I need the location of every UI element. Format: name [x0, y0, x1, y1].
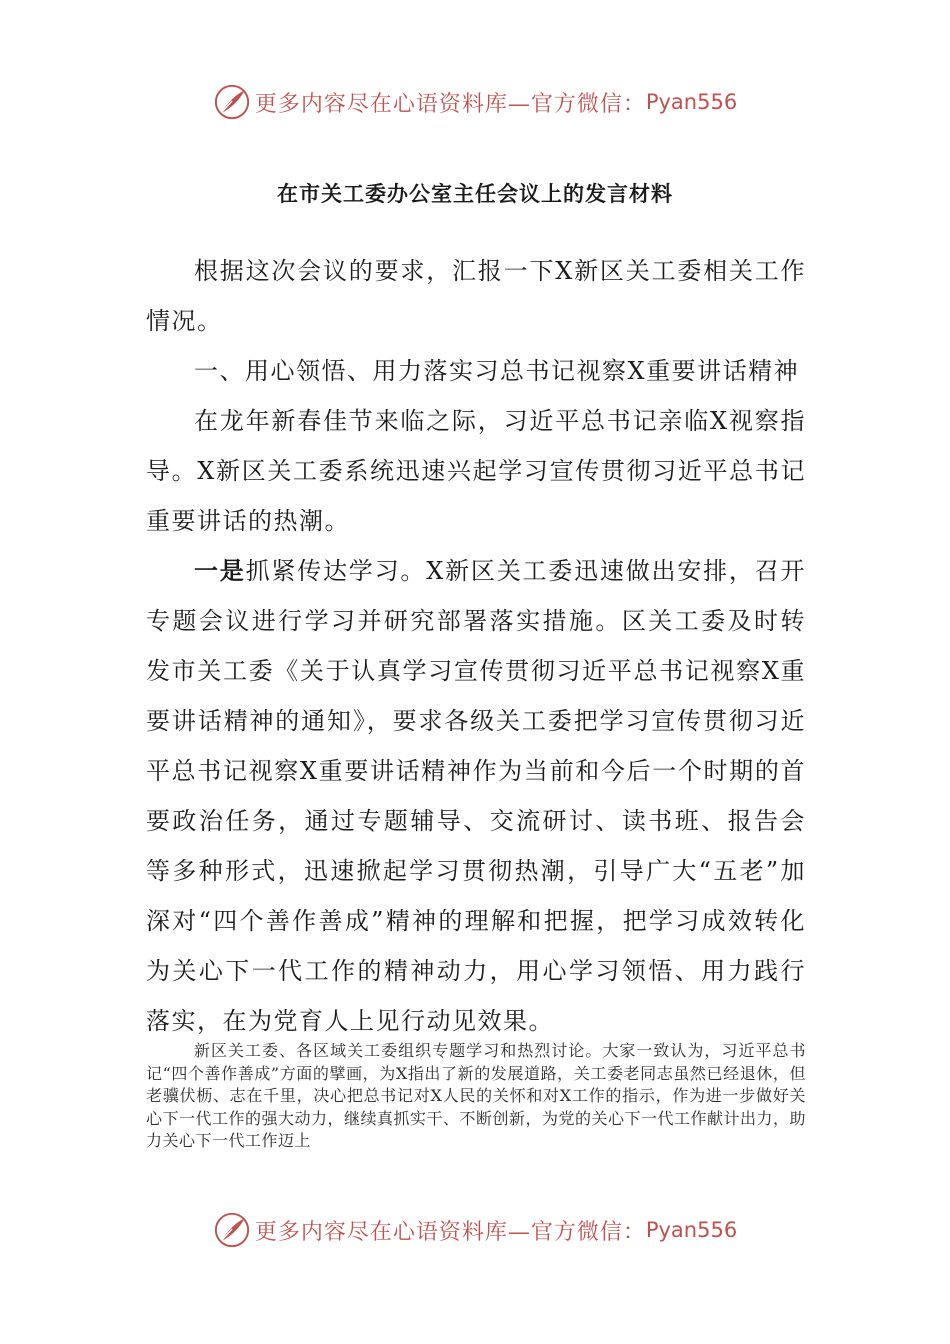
banner-wechat-id: Pyan556 — [645, 90, 738, 114]
feather-pen-logo-icon — [213, 83, 251, 121]
document-title: 在市关工委办公室主任会议上的发言材料 — [277, 182, 673, 206]
banner-text: 更多内容尽在心语资料库—官方微信： — [254, 91, 646, 117]
point-text: 抓紧传达学习。X新区关工委迅速做出安排，召开专题会议进行学习并研究部署落实措施。区关工委及时转发市关工委《关于认真学习宣传贯彻习近平总书记视察X重要讲话精神的通知》，要求各级关工委把学习宣传贯彻习近平总书记视察X重要讲话精神作为当前和今后一个时期的首要政治任务，通过专题辅导、交流研讨、读书班、报告会等多种形式，迅速掀起学习贯彻热潮，引导广大“五老”加深对“四个善作善成”精神的理解和把握，把学习成效转化为关心下一代工作的精神动力，用心学习领悟、用力践行落实，在为党育人上见行动见效果。 — [146, 557, 806, 1035]
paragraph-context: 在龙年新春佳节来临之际，习近平总书记亲临X视察指导。X新区关工委系统迅速兴起学习宣传贯彻习近平总书记重要讲话的热潮。 — [146, 407, 806, 535]
header-banner — [0, 80, 950, 124]
paragraph-point-one — [146, 546, 806, 1046]
paragraph-intro: 根据这次会议的要求，汇报一下X新区关工委相关工作情况。 — [146, 257, 806, 335]
document-body — [146, 246, 806, 1046]
section-heading: 一、用心领悟、用力落实习总书记视察X重要讲话精神 — [194, 357, 800, 385]
footer-banner — [0, 1208, 950, 1252]
continuation-text — [146, 1040, 806, 1153]
feather-pen-logo-icon — [213, 1211, 251, 1249]
point-lead: 一是 — [194, 557, 246, 585]
banner-text: 更多内容尽在心语资料库—官方微信： — [254, 1219, 646, 1245]
banner-wechat-id: Pyan556 — [645, 1218, 738, 1242]
paragraph-small: 新区关工委、各区域关工委组织专题学习和热烈讨论。大家一致认为，习近平总书记“四个善作善成”方面的擘画，为X指出了新的发展道路，关工委老同志虽然已经退休，但老骥伏枥、志在千里，决心把总书记对X人民的关怀和对X工作的指示，作为进一步做好关心下一代工作的强大动力，继续真抓实干、不断创新，为党的关心下一代工作献计出力，助力关心下一代工作迈上 — [146, 1041, 807, 1150]
